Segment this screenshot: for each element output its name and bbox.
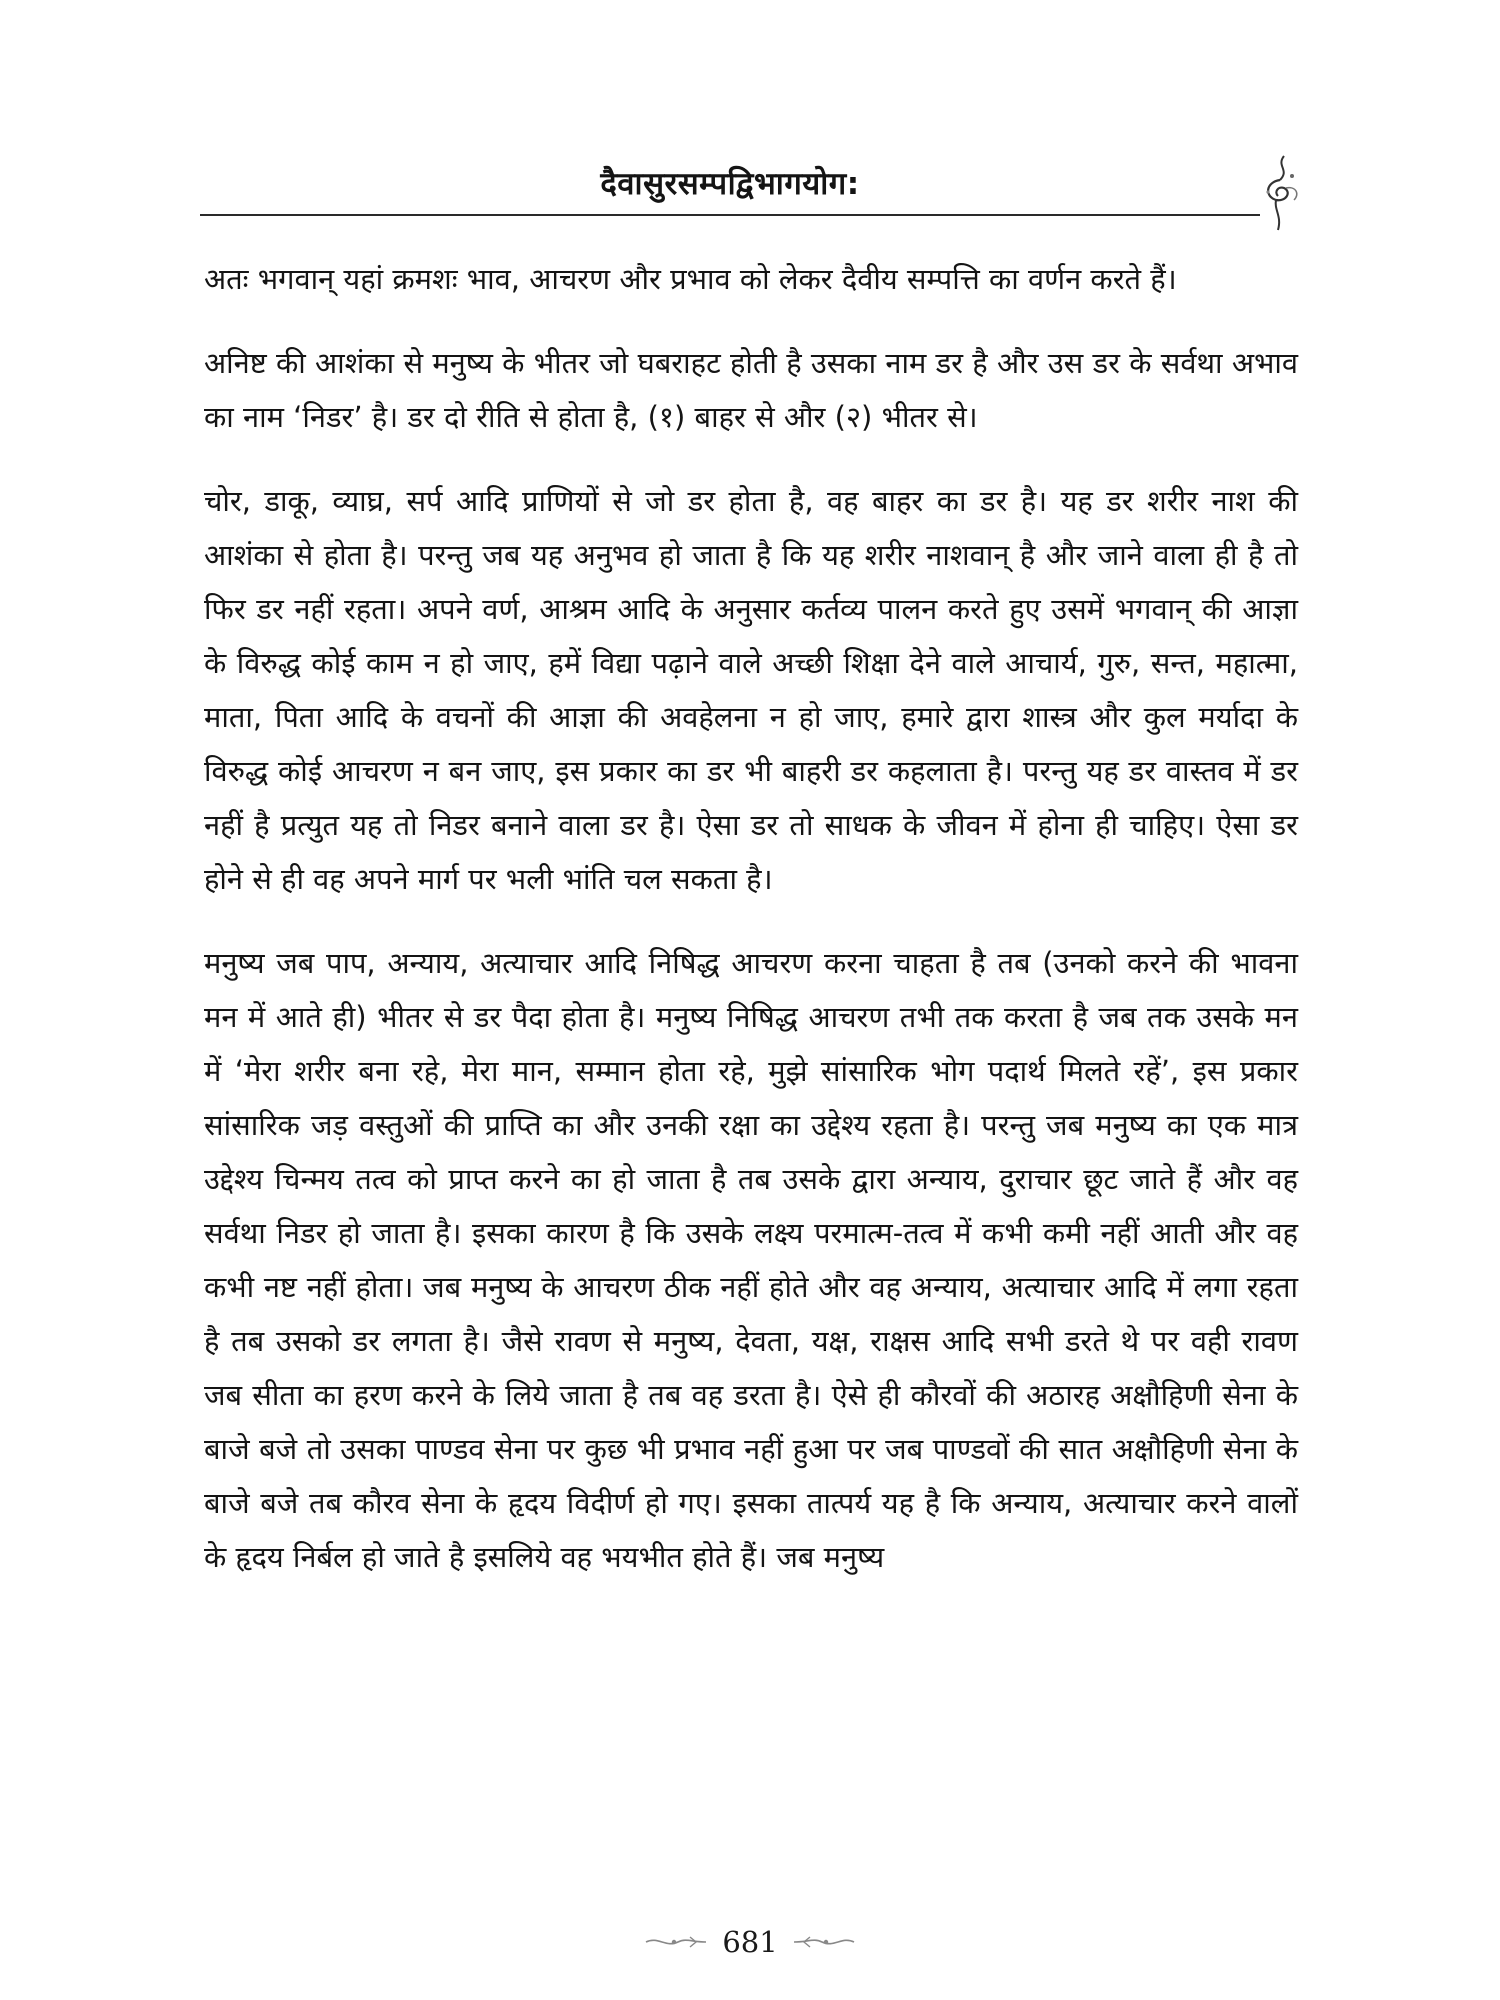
footer-ornament-right-icon xyxy=(792,1933,856,1951)
paragraph: अतः भगवान् यहां क्रमशः भाव, आचरण और प्रभाव को लेकर दैवीय सम्पत्ति का वर्णन करते हैं। xyxy=(204,262,1177,296)
paragraph: चोर, डाकू, व्याघ्र, सर्प आदि प्राणियों से जो डर होता है, वह बाहर का डर है। यह डर शरीर नाश की आशंका से होता है। परन्तु जब यह अनुभव हो जाता है कि यह शरीर नाशवान् है और जाने वाला ही है तो फिर डर नहीं रहता। अपने वर्ण, आश्रम आदि के अनुसार कर्तव्य पालन करते हुए उसमें भगवान् की आज्ञा के विरुद्ध कोई काम न हो जाए, हमें विद्या पढ़ाने वाले अच्छी शिक्षा देने वाले आचार्य, गुरु, सन्त, महात्मा, माता, पिता आदि के वचनों की आज्ञा की अवहेलना न हो जाए, हमारे द्वारा शास्त्र और कुल मर्यादा के विरुद्ध कोई आचरण न बन जाए, इस प्रकार का डर भी बाहरी डर कहलाता है। परन्तु यह डर वास्तव में डर नहीं है प्रत्युत यह तो निडर बनाने वाला डर है। ऐसा डर तो साधक के जीवन में होना ही चाहिए। ऐसा डर होने से ही वह अपने मार्ग पर भली भांति चल सकता है। xyxy=(204,484,1298,896)
chapter-title: दैवासुरसम्पद्विभागयोग: xyxy=(600,166,860,202)
page-footer xyxy=(0,1925,1500,1965)
header-rule xyxy=(200,214,1260,216)
body-text xyxy=(204,252,1298,1614)
footer-ornament-left-icon xyxy=(644,1933,708,1951)
ornament-icon xyxy=(1256,152,1304,234)
page-number: 681 xyxy=(722,1925,778,1959)
running-header xyxy=(200,152,1295,222)
paragraph: मनुष्य जब पाप, अन्याय, अत्याचार आदि निषिद्ध आचरण करना चाहता है तब (उनको करने की भावना मन में आते ही) भीतर से डर पैदा होता है। मनुष्य निषिद्ध आचरण तभी तक करता है जब तक उसके मन में ‘मेरा शरीर बना रहे, मेरा मान, सम्मान होता रहे, मुझे सांसारिक भोग पदार्थ मिलते रहें’, इस प्रकार सांसारिक जड़ वस्तुओं की प्राप्ति का और उनकी रक्षा का उद्देश्य रहता है। परन्तु जब मनुष्य का एक मात्र उद्देश्य चिन्मय तत्व को प्राप्त करने का हो जाता है तब उसके द्वारा अन्याय, दुराचार छूट जाते हैं और वह सर्वथा निडर हो जाता है। इसका कारण है कि उसके लक्ष्य परमात्म-तत्व में कभी कमी नहीं आती और वह कभी नष्ट नहीं होता। जब मनुष्य के आचरण ठीक नहीं होते और वह अन्याय, अत्याचार आदि में लगा रहता है तब उसको डर लगता है। जैसे रावण से मनुष्य, देवता, यक्ष, राक्षस आदि सभी डरते थे पर वही रावण जब सीता का हरण करने के लिये जाता है तब वह डरता है। ऐसे ही कौरवों की अठारह अक्षौहिणी सेना के बाजे बजे तो उसका पाण्डव सेना पर कुछ भी प्रभाव नहीं हुआ पर जब पाण्डवों की सात अक्षौहिणी सेना के बाजे बजे तब कौरव सेना के हृदय विदीर्ण हो गए। इसका तात्पर्य यह है कि अन्याय, अत्याचार करने वालों के हृदय निर्बल हो जाते है इसलिये वह भयभीत होते हैं। जब मनुष्य xyxy=(204,946,1298,1574)
paragraph: अनिष्ट की आशंका से मनुष्य के भीतर जो घबराहट होती है उसका नाम डर है और उस डर के सर्वथा अभाव का नाम ‘निडर’ है। डर दो रीति से होता है, (१) बाहर से और (२) भीतर से। xyxy=(204,346,1298,434)
